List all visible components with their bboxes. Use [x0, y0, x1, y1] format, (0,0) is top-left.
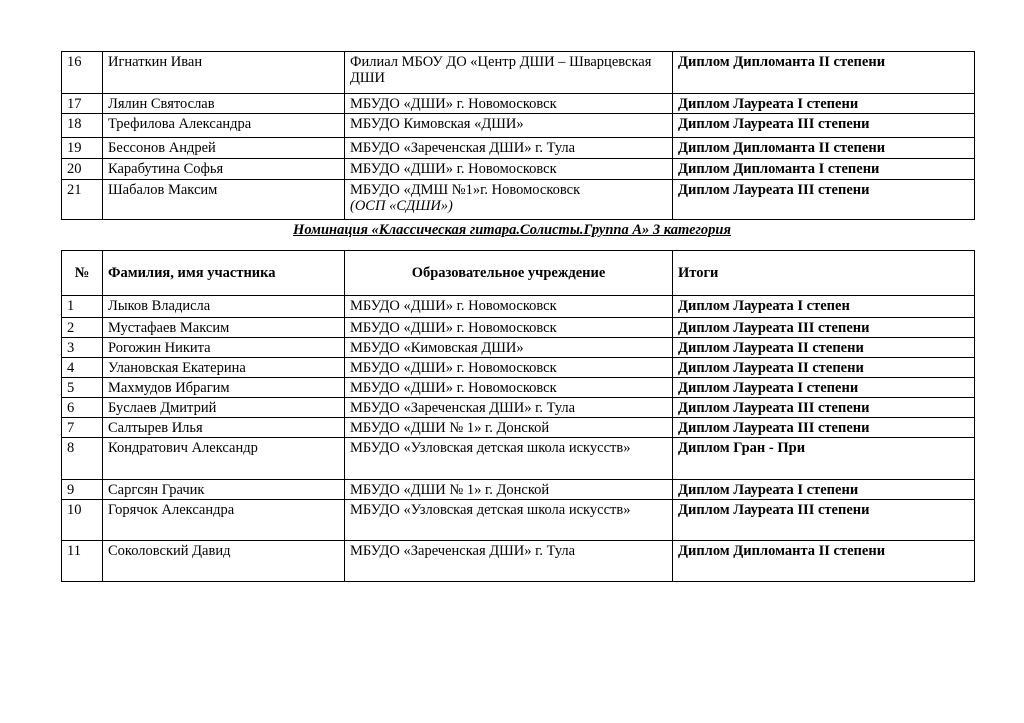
school: МБУДО «Зареченская ДШИ» г. Тула — [345, 398, 673, 418]
result: Диплом Лауреата III степени — [673, 398, 975, 418]
column-header-name: Фамилия, имя участника — [103, 251, 345, 296]
school: МБУДО Кимовская «ДШИ» — [345, 114, 673, 138]
table-row — [62, 500, 975, 541]
table-row — [62, 358, 975, 378]
participant-name: Саргсян Грачик — [103, 480, 345, 500]
result: Диплом Дипломанта II степени — [673, 541, 975, 582]
table-row — [62, 180, 975, 220]
row-number: 21 — [62, 180, 103, 220]
table-row — [62, 52, 975, 94]
participant-name: Шабалов Максим — [103, 180, 345, 220]
row-number: 10 — [62, 500, 103, 541]
participant-name: Рогожин Никита — [103, 338, 345, 358]
school: Филиал МБОУ ДО «Центр ДШИ – Шварцевская ДШИ — [345, 52, 673, 94]
result: Диплом Лауреата I степени — [673, 94, 975, 114]
table-row — [62, 296, 975, 318]
column-header-number: № — [62, 251, 103, 296]
participant-name: Махмудов Ибрагим — [103, 378, 345, 398]
table-row — [62, 318, 975, 338]
participant-name: Соколовский Давид — [103, 541, 345, 582]
result: Диплом Лауреата I степени — [673, 378, 975, 398]
school: МБУДО «ДШИ» г. Новомосковск — [345, 318, 673, 338]
column-header-school: Образовательное учреждение — [345, 251, 673, 296]
school: МБУДО «ДШИ» г. Новомосковск — [345, 358, 673, 378]
participant-name: Мустафаев Максим — [103, 318, 345, 338]
table-row — [62, 338, 975, 358]
row-number: 2 — [62, 318, 103, 338]
participant-name: Игнаткин Иван — [103, 52, 345, 94]
table-row — [62, 378, 975, 398]
school — [345, 180, 673, 220]
row-number: 7 — [62, 418, 103, 438]
result: Диплом Дипломанта II степени — [673, 52, 975, 94]
table-row — [62, 398, 975, 418]
participant-name: Трефилова Александра — [103, 114, 345, 138]
result: Диплом Дипломанта II степени — [673, 138, 975, 159]
row-number: 17 — [62, 94, 103, 114]
row-number: 18 — [62, 114, 103, 138]
school: МБУДО «Зареченская ДШИ» г. Тула — [345, 138, 673, 159]
result: Диплом Лауреата III степени — [673, 418, 975, 438]
school: МБУДО «ДШИ» г. Новомосковск — [345, 159, 673, 180]
nomination-title: Номинация «Классическая гитара.Солисты.Группа А» 3 категория — [293, 222, 731, 238]
table-row — [62, 541, 975, 582]
row-number: 16 — [62, 52, 103, 94]
result: Диплом Дипломанта I степени — [673, 159, 975, 180]
result: Диплом Лауреата III степени — [673, 500, 975, 541]
results-table — [61, 250, 975, 582]
row-number: 20 — [62, 159, 103, 180]
result: Диплом Лауреата I степен — [673, 296, 975, 318]
result: Диплом Лауреата II степени — [673, 338, 975, 358]
row-number: 6 — [62, 398, 103, 418]
table-row — [62, 159, 975, 180]
school: МБУДО «Кимовская ДШИ» — [345, 338, 673, 358]
table-row — [62, 438, 975, 480]
table-row — [62, 418, 975, 438]
result: Диплом Лауреата II степени — [673, 358, 975, 378]
school: МБУДО «Узловская детская школа искусств» — [345, 500, 673, 541]
participant-name: Буслаев Дмитрий — [103, 398, 345, 418]
result: Диплом Лауреата III степени — [673, 180, 975, 220]
row-number: 1 — [62, 296, 103, 318]
table-row — [62, 94, 975, 114]
school: МБУДО «ДШИ № 1» г. Донской — [345, 480, 673, 500]
school-subdivision: (ОСП «СДШИ») — [350, 198, 453, 214]
result: Диплом Лауреата III степени — [673, 114, 975, 138]
row-number: 8 — [62, 438, 103, 480]
participant-name: Салтырев Илья — [103, 418, 345, 438]
school: МБУДО «ДШИ» г. Новомосковск — [345, 378, 673, 398]
participant-name: Лялин Святослав — [103, 94, 345, 114]
school: МБУДО «ДШИ» г. Новомосковск — [345, 296, 673, 318]
participant-name: Кондратович Александр — [103, 438, 345, 480]
participant-name: Лыков Владисла — [103, 296, 345, 318]
row-number: 11 — [62, 541, 103, 582]
row-number: 19 — [62, 138, 103, 159]
result: Диплом Гран - При — [673, 438, 975, 480]
table-row — [62, 138, 975, 159]
participant-name: Улановская Екатерина — [103, 358, 345, 378]
participant-name: Карабутина Софья — [103, 159, 345, 180]
school: МБУДО «Зареченская ДШИ» г. Тула — [345, 541, 673, 582]
school-name: МБУДО «ДМШ №1»г. Новомосковск — [350, 182, 581, 198]
school: МБУДО «Узловская детская школа искусств» — [345, 438, 673, 480]
participant-name: Горячок Александра — [103, 500, 345, 541]
participant-name: Бессонов Андрей — [103, 138, 345, 159]
row-number: 4 — [62, 358, 103, 378]
table-row — [62, 114, 975, 138]
table-header-row — [62, 251, 975, 296]
results-table-continued — [61, 51, 975, 220]
row-number: 3 — [62, 338, 103, 358]
row-number: 5 — [62, 378, 103, 398]
column-header-result: Итоги — [673, 251, 975, 296]
result: Диплом Лауреата III степени — [673, 318, 975, 338]
school: МБУДО «ДШИ» г. Новомосковск — [345, 94, 673, 114]
row-number: 9 — [62, 480, 103, 500]
table-row — [62, 480, 975, 500]
school: МБУДО «ДШИ № 1» г. Донской — [345, 418, 673, 438]
result: Диплом Лауреата I степени — [673, 480, 975, 500]
